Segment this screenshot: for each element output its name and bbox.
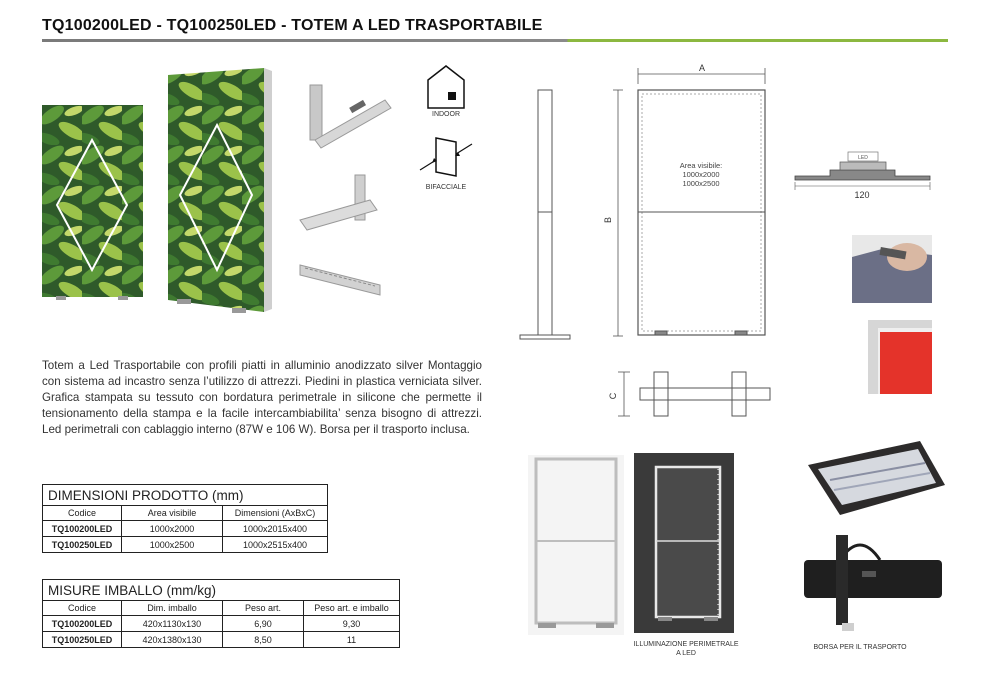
led-caption: ILLUMINAZIONE PERIMETRALE A LED [633,641,739,657]
pack-row1-peso: 6,90 [223,616,304,632]
table-row [43,521,328,537]
bare-frame-photo [528,455,624,635]
totem-angled-photo [168,68,272,313]
dim-col-codice: Codice [43,506,122,521]
area-visibile-title: Area visibile: [679,161,723,170]
led-strip-photo [300,265,380,295]
title-underline [42,39,948,42]
bag-caption: BORSA PER IL TRASPORTO [813,644,907,651]
pack-col-codice: Codice [43,601,122,616]
open-bag-photo [808,441,945,515]
profile-detail-photos [295,80,395,300]
pack-row2-peso: 8,50 [223,632,304,648]
bifacciale-label: BIFACCIALE [425,184,467,191]
pack-col-dim: Dim. imballo [122,601,223,616]
dim-c-label: C [608,392,618,400]
corner-joint-photo [310,85,391,148]
profile-dim-label: 120 [854,190,870,200]
dim-row2-area: 1000x2500 [122,537,223,553]
top-view-drawing [602,368,777,428]
pack-row1-dim: 420x1130x130 [122,616,223,632]
dimensions-table [42,484,328,553]
dim-col-area: Area visibile [122,506,223,521]
technical-drawing [515,60,775,350]
dim-row1-area: 1000x2000 [122,521,223,537]
transport-bag-photos [800,435,948,640]
table-row [43,632,400,648]
profile-section-drawing [790,148,935,208]
bifacciale-icon [418,130,474,180]
dim-col-dimensioni: Dimensioni (AxBxC) [223,506,328,521]
pack-col-peso: Peso art. [223,601,304,616]
packaging-table [42,579,400,648]
front-view [638,90,765,335]
packaging-table-title: MISURE IMBALLO (mm/kg) [43,580,400,601]
dim-b-label: B [603,216,613,224]
pack-row2-dim: 420x1380x130 [122,632,223,648]
page-title: TQ100200LED - TQ100250LED - TOTEM A LED TRASPORTABILE [42,17,543,34]
pack-row1-peso-imballo: 9,30 [304,616,400,632]
top-view-shape [640,372,770,416]
product-description: Totem a Led Trasportabile con profili piatti in alluminio anodizzato silver Montaggio con sistema ad incastro senza l’utilizzo di attrezzi. Piedini in plastica verniciata silver. Grafica stampata su tessuto con bordatura perimetrale in silicone che permette il tensionamento della stampa e la facile intercambiabilita’ senza bisogno di attrezzi. Led perimetrali con cablaggio interno (87W e 106 W). Borsa per il trasporto inclusa. [42,359,482,436]
frame-corner-photo [868,320,932,394]
side-view [520,90,570,339]
dimensions-table-title: DIMENSIONI PRODOTTO (mm) [43,485,328,506]
area-visibile-1: 1000x2000 [682,170,720,179]
dim-b-line [613,90,623,336]
pack-row1-code: TQ100200LED [43,616,122,632]
indoor-label: INDOOR [432,111,460,118]
pack-col-peso-imballo: Peso art. e imballo [304,601,400,616]
dim-row1-code: TQ100200LED [43,521,122,537]
area-visibile-2: 1000x2500 [682,179,720,188]
profile-led-label: LED [858,155,868,161]
dim-row2-code: TQ100250LED [43,537,122,553]
totem-photos [42,65,272,320]
dim-a-label: A [698,63,706,73]
totem-front-photo [42,105,143,300]
table-row [43,537,328,553]
indoor-icon [424,64,468,112]
pack-row2-peso-imballo: 11 [304,632,400,648]
foot-joint-photo [300,175,377,230]
pack-row2-code: TQ100250LED [43,632,122,648]
carried-bag-photo [804,535,942,631]
dim-row2-dims: 1000x2515x400 [223,537,328,553]
table-row [43,616,400,632]
dim-row1-dims: 1000x2015x400 [223,521,328,537]
fabric-detail-photo [852,235,932,303]
led-illumination-photo [634,453,734,633]
